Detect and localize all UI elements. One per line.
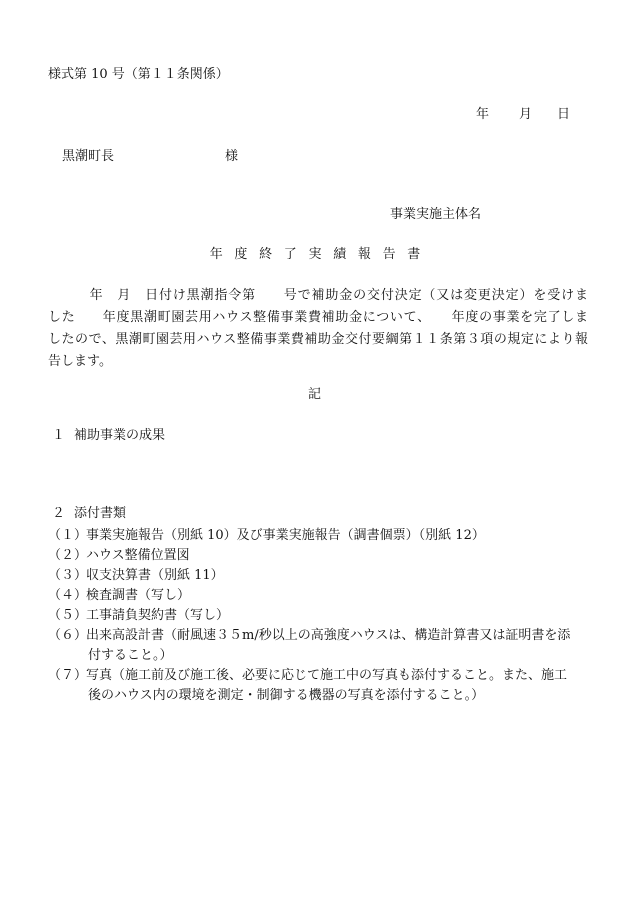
attachment-item-4: （４）検査調書（写し）	[48, 588, 191, 603]
attachment-item-3: （３）収支決算書（別紙 11）	[48, 568, 224, 583]
body-line: 告します。	[48, 354, 112, 369]
date-month-label: 月	[519, 107, 533, 122]
applicant-label: 事業実施主体名	[390, 207, 482, 222]
date-year-label: 年	[476, 107, 490, 122]
addressee-honorific: 様	[225, 149, 239, 164]
attachment-item-7: （７）写真（施工前及び施工後、必要に応じて施工中の写真も添付すること。また、施工 後のハウス内の環境を測定・制御する機器の写真を添付すること。）	[48, 668, 568, 703]
section2-label: 添付書類	[74, 506, 127, 521]
section1-number: １	[52, 428, 66, 443]
body-line: したので、黒潮町園芸用ハウス整備事業費補助金交付要綱第１１条第３項の規定により報	[48, 332, 588, 347]
document-title: 年度終了実績報告書	[209, 247, 432, 262]
form-number: 様式第 10 号（第１１条関係）	[48, 67, 229, 82]
attachment-item-1: （１）事業実施報告（別紙 10）及び事業実施報告（調書個票）（別紙 12）	[48, 528, 485, 543]
attachment-item-6: （６）出来高設計書（耐風速３５m/秒以上の高強度ハウスは、構造計算書又は証明書を添 付すること。）	[48, 628, 571, 663]
section1-label: 補助事業の成果	[74, 428, 166, 443]
attachment-item-5: （５）工事請負契約書（写し）	[48, 608, 230, 623]
ki-heading: 記	[308, 387, 322, 402]
report-body	[48, 285, 588, 373]
addressee-name: 黒潮町長	[62, 149, 115, 164]
attachment-item-2: （２）ハウス整備位置図	[48, 548, 190, 563]
body-line: 年 月 日付け黒潮指令第 号で補助金の交付決定（又は変更決定）を受けま	[48, 288, 588, 303]
date-day-label: 日	[557, 107, 571, 122]
section2-number: ２	[52, 506, 66, 521]
body-line: した 年度黒潮町園芸用ハウス整備事業費補助金について、 年度の事業を完了しま	[48, 310, 588, 325]
